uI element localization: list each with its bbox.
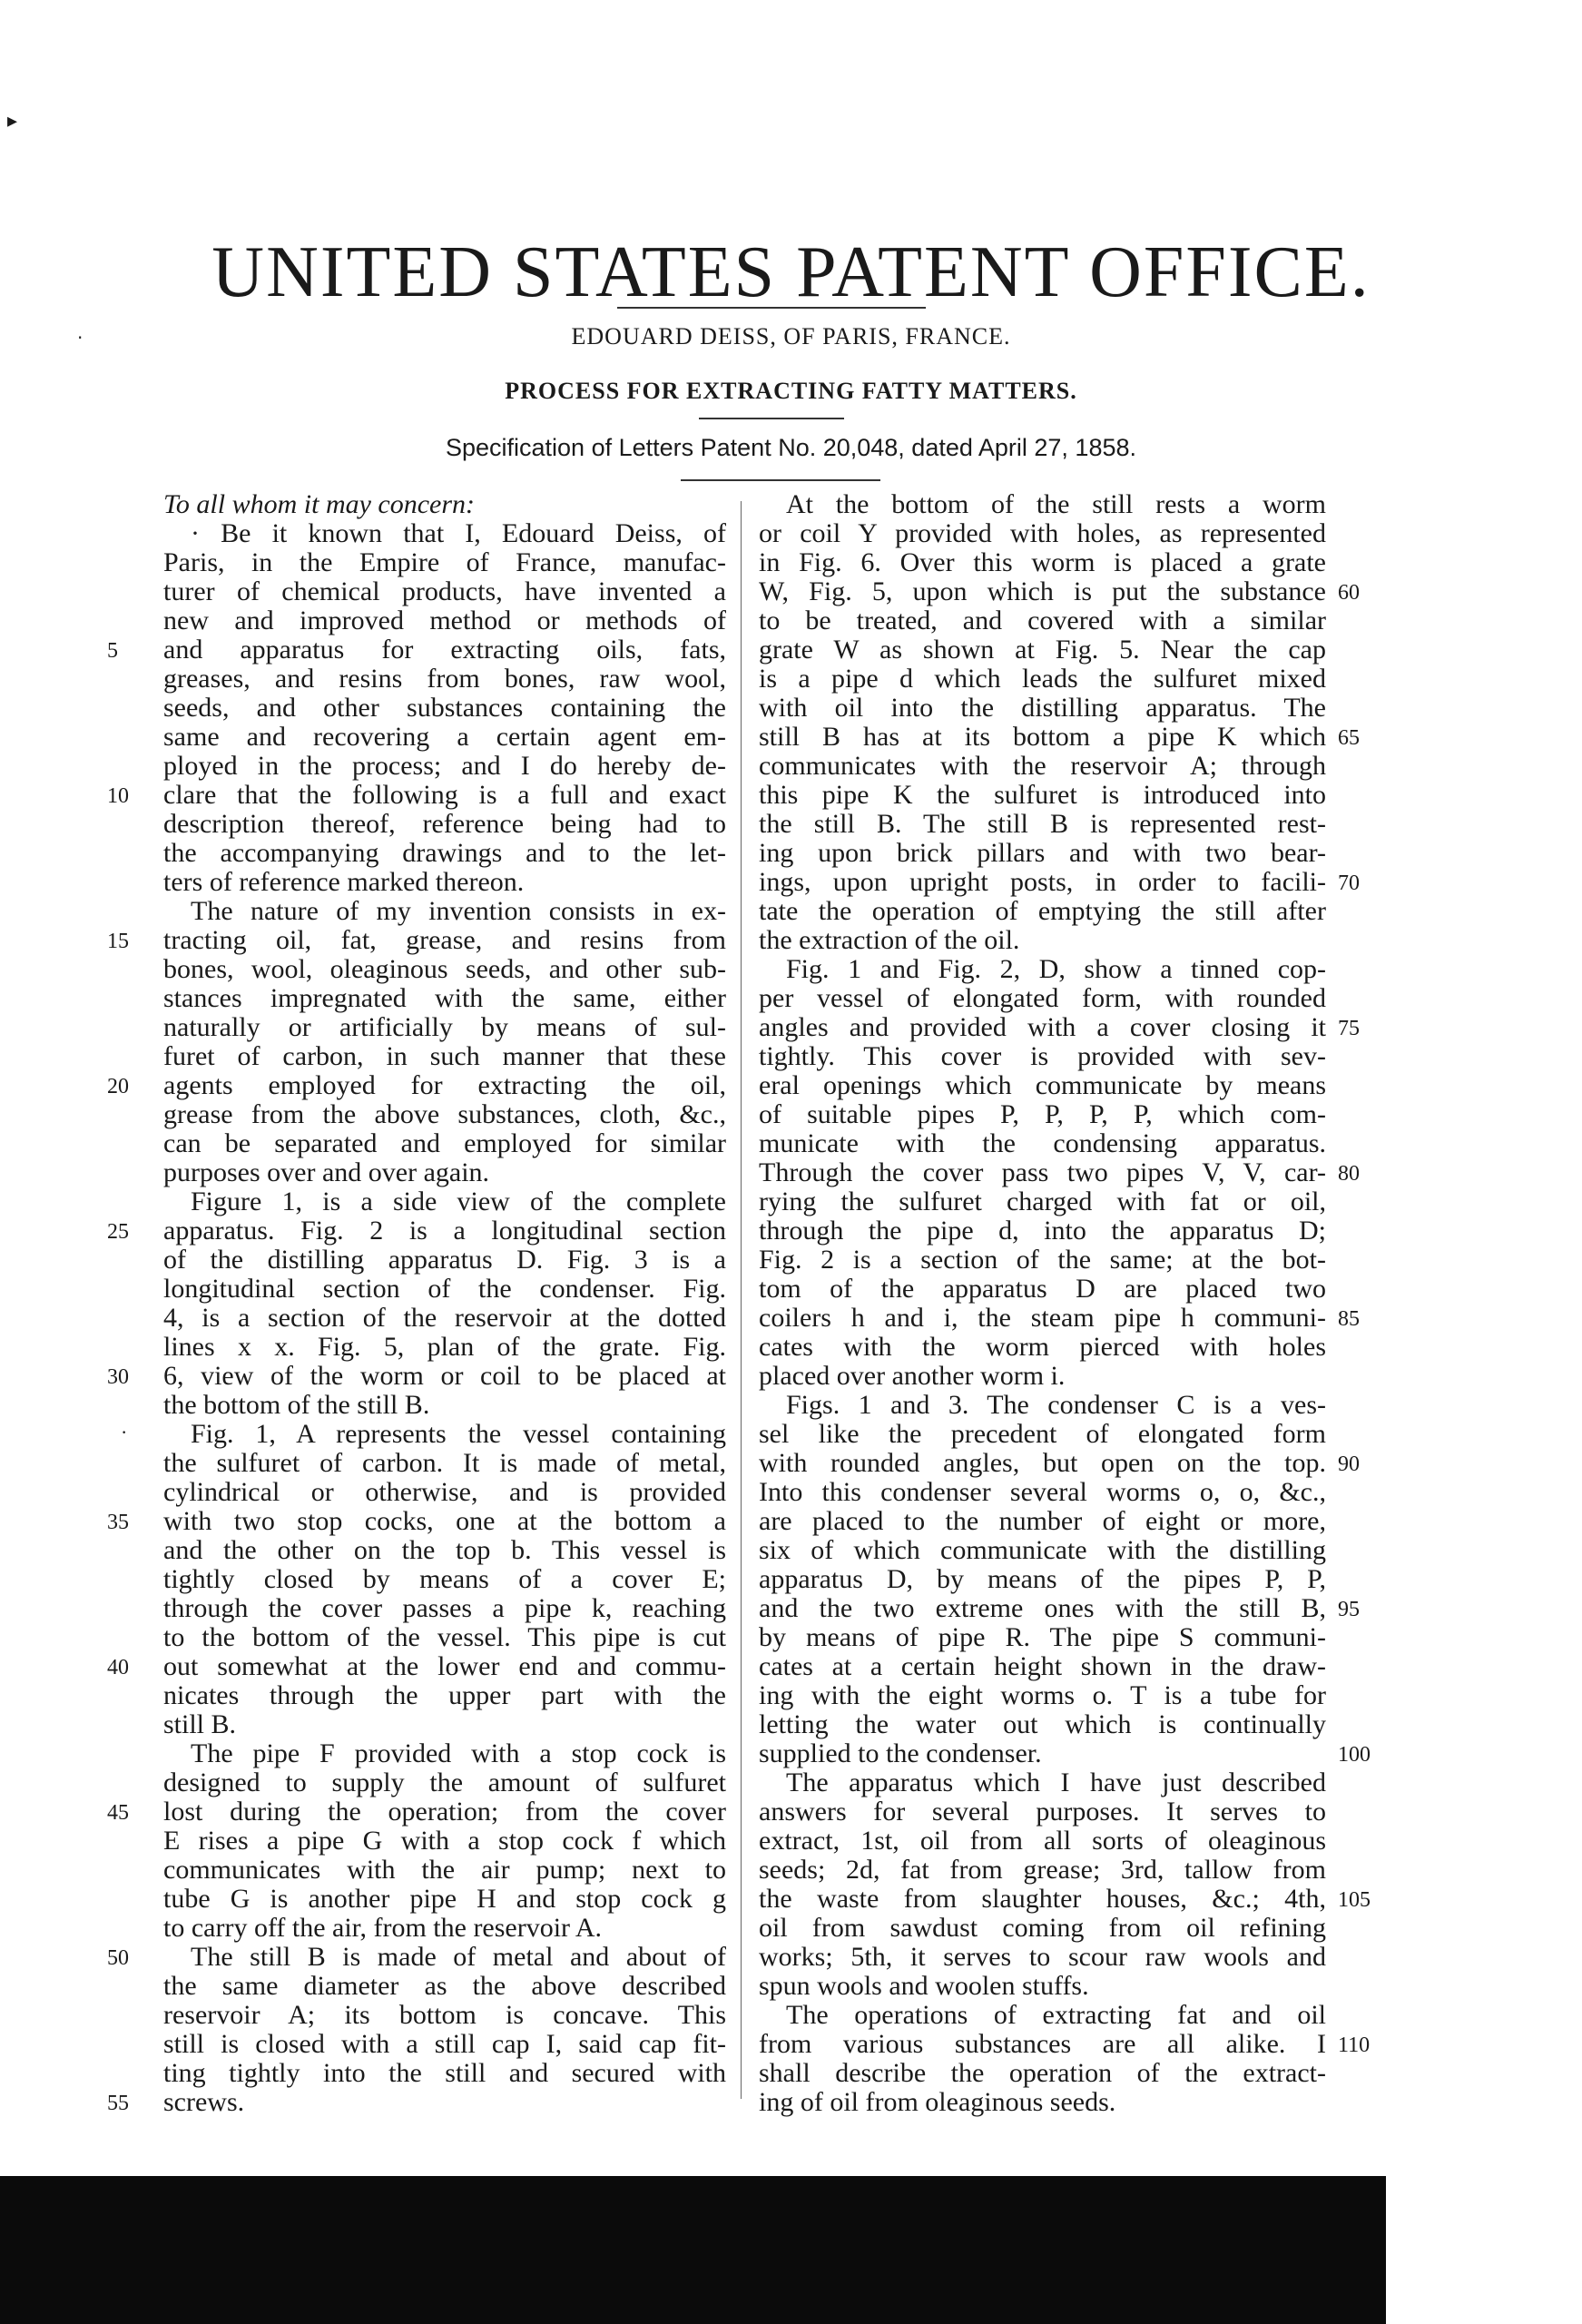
text-line: can be separated and employed for similar (163, 1129, 726, 1158)
text-line: the sulfuret of carbon. It is made of metal, (163, 1449, 726, 1478)
text-line: designed to supply the amount of sulfuret (163, 1768, 726, 1797)
line-number: 25 (107, 1220, 129, 1244)
text-line: ing upon brick pillars and with two bear- (759, 839, 1326, 868)
line-number: 95 (1338, 1598, 1360, 1621)
line-number: 35 (107, 1511, 129, 1534)
line-number: 40 (107, 1656, 129, 1679)
text-line: coilers h and i, the steam pipe h communi- (759, 1304, 1326, 1333)
text-line: the bottom of the still B. (163, 1391, 430, 1420)
text-line: through the cover passes a pipe k, reaching (163, 1594, 726, 1623)
text-line: supplied to the condenser. (759, 1739, 1042, 1768)
text-line: are placed to the number of eight or more, (759, 1507, 1326, 1536)
line-number: 60 (1338, 581, 1360, 605)
text-line: ting tightly into the still and secured with (163, 2059, 726, 2088)
margin-mark-left: ‧ (77, 329, 84, 349)
line-number: 30 (107, 1365, 129, 1389)
text-line: Through the cover pass two pipes V, V, car- (759, 1158, 1326, 1187)
text-line: · Be it known that I, Edouard Deiss, of (191, 519, 726, 548)
text-line: municate with the condensing apparatus. (759, 1129, 1326, 1158)
text-line: with two stop cocks, one at the bottom a (163, 1507, 726, 1536)
line-number: 75 (1338, 1017, 1360, 1040)
line-number: 70 (1338, 872, 1360, 895)
text-line: furet of carbon, in such manner that these (163, 1042, 726, 1071)
line-number: 100 (1338, 1743, 1371, 1767)
text-line: answers for several purposes. It serves to (759, 1797, 1326, 1827)
text-line: extract, 1st, oil from all sorts of oleaginous (759, 1827, 1326, 1856)
text-line: tracting oil, fat, grease, and resins from (163, 926, 726, 955)
text-line: ing with the eight worms o. T is a tube for (759, 1681, 1326, 1710)
spec-rule (681, 479, 880, 481)
text-line: The operations of extracting fat and oil (786, 2001, 1326, 2030)
invention-title: PROCESS FOR EXTRACTING FATTY MATTERS. (505, 378, 1077, 404)
line-number: 5 (107, 639, 118, 663)
text-line: angles and provided with a cover closing it (759, 1013, 1326, 1042)
text-line: grease from the above substances, cloth, &c., (163, 1100, 726, 1129)
text-line: The pipe F provided with a stop cock is (191, 1739, 726, 1768)
line-number: 20 (107, 1075, 129, 1098)
text-line: rying the sulfuret charged with fat or oil, (759, 1187, 1326, 1216)
text-line: oil from sawdust coming from oil refining (759, 1914, 1326, 1943)
text-line: and the two extreme ones with the still B, (759, 1594, 1326, 1623)
line-number: 90 (1338, 1452, 1360, 1476)
text-line: The nature of my invention consists in ex- (191, 897, 726, 926)
text-line: from various substances are all alike. I (759, 2030, 1326, 2059)
text-line: is a pipe d which leads the sulfuret mixed (759, 665, 1326, 694)
text-line: tate the operation of emptying the still after (759, 897, 1326, 926)
text-line: the same diameter as the above described (163, 1972, 726, 2001)
office-title: UNITED STATES PATENT OFFICE. (211, 232, 1371, 312)
text-line: lost during the operation; from the cover (163, 1797, 726, 1827)
text-line: stances impregnated with the same, either (163, 984, 726, 1013)
text-line: ployed in the process; and I do hereby de- (163, 752, 726, 781)
text-line: through the pipe d, into the apparatus D; (759, 1216, 1326, 1246)
text-line: or coil Y provided with holes, as represented (759, 519, 1326, 548)
text-line: longitudinal section of the condenser. Fig. (163, 1275, 726, 1304)
text-line: Fig. 2 is a section of the same; at the bot- (759, 1246, 1326, 1275)
title-rule (617, 307, 926, 309)
inventor-rule (699, 418, 844, 419)
text-line: placed over another worm i. (759, 1362, 1066, 1391)
text-line: of the distilling apparatus D. Fig. 3 is a (163, 1246, 726, 1275)
text-line: to the bottom of the vessel. This pipe is cut (163, 1623, 726, 1652)
line-number: 55 (107, 2092, 129, 2115)
line-number: 85 (1338, 1307, 1360, 1331)
text-line: per vessel of elongated form, with rounded (759, 984, 1326, 1013)
text-line: and apparatus for extracting oils, fats, (163, 635, 726, 665)
left-text-column (163, 490, 726, 2117)
text-line: cylindrical or otherwise, and is provided (163, 1478, 726, 1507)
text-line: sel like the precedent of elongated form (759, 1420, 1326, 1449)
specification-line: Specification of Letters Patent No. 20,048, dated April 27, 1858. (445, 434, 1136, 461)
text-line: apparatus. Fig. 2 is a longitudinal section (163, 1216, 726, 1246)
text-line: Into this condenser several worms o, o, &c., (759, 1478, 1326, 1507)
text-line: ing of oil from oleaginous seeds. (759, 2088, 1116, 2117)
margin-mark-dash: · (121, 1421, 128, 1443)
line-number: 10 (107, 784, 129, 808)
text-line: the still B. The still B is represented rest- (759, 810, 1326, 839)
text-line: still B has at its bottom a pipe K which (759, 723, 1326, 752)
text-line: the extraction of the oil. (759, 926, 1020, 955)
text-line: tightly. This cover is provided with sev- (759, 1042, 1326, 1071)
text-line: communicates with the reservoir A; through (759, 752, 1326, 781)
text-line: tube G is another pipe H and stop cock g (163, 1885, 726, 1914)
line-number: 65 (1338, 726, 1360, 750)
text-line: new and improved method or methods of (163, 606, 726, 635)
text-line: same and recovering a certain agent em- (163, 723, 726, 752)
text-line: to carry off the air, from the reservoir A. (163, 1914, 603, 1943)
text-line: bones, wool, oleaginous seeds, and other sub- (163, 955, 726, 984)
text-line: tightly closed by means of a cover E; (163, 1565, 726, 1594)
text-line: tom of the apparatus D are placed two (759, 1275, 1326, 1304)
text-line: The apparatus which I have just described (786, 1768, 1326, 1797)
text-line: to be treated, and covered with a similar (759, 606, 1326, 635)
text-line: out somewhat at the lower end and commu- (163, 1652, 726, 1681)
line-number: 110 (1338, 2034, 1371, 2057)
text-line: grate W as shown at Fig. 5. Near the cap (759, 635, 1326, 665)
margin-mark-top: ▸ (7, 109, 18, 132)
text-line: eral openings which communicate by means (759, 1071, 1326, 1100)
text-line: To all whom it may concern: (163, 490, 476, 519)
text-line: clare that the following is a full and exact (163, 781, 726, 810)
scan-footer-bar (0, 2176, 1386, 2324)
column-divider (741, 501, 742, 2099)
text-line: ters of reference marked thereon. (163, 868, 525, 897)
right-text-column (759, 490, 1326, 2117)
inventor-line: EDOUARD DEISS, OF PARIS, FRANCE. (571, 323, 1011, 350)
text-line: nicates through the upper part with the (163, 1681, 726, 1710)
text-line: lines x x. Fig. 5, plan of the grate. Fig. (163, 1333, 726, 1362)
text-line: seeds, and other substances containing the (163, 694, 726, 723)
text-line: The still B is made of metal and about of (191, 1943, 726, 1972)
text-line: the waste from slaughter houses, &c.; 4th, (759, 1885, 1326, 1914)
text-line: Fig. 1, A represents the vessel containing (191, 1420, 726, 1449)
text-line: shall describe the operation of the extract- (759, 2059, 1326, 2088)
line-number: 50 (107, 1946, 129, 1970)
text-line: with rounded angles, but open on the top. (759, 1449, 1326, 1478)
text-line: of suitable pipes P, P, P, P, which com- (759, 1100, 1326, 1129)
text-line: still is closed with a still cap I, said cap fit- (163, 2030, 726, 2059)
text-line: 6, view of the worm or coil to be placed at (163, 1362, 726, 1391)
text-line: apparatus D, by means of the pipes P, P, (759, 1565, 1326, 1594)
text-line: E rises a pipe G with a stop cock f which (163, 1827, 726, 1856)
text-line: agents employed for extracting the oil, (163, 1071, 726, 1100)
text-line: six of which communicate with the distilling (759, 1536, 1326, 1565)
text-line: Figs. 1 and 3. The condenser C is a ves- (786, 1391, 1326, 1420)
line-number: 105 (1338, 1888, 1371, 1912)
line-number: 45 (107, 1801, 129, 1825)
text-line: At the bottom of the still rests a worm (786, 490, 1326, 519)
text-line: cates at a certain height shown in the draw- (759, 1652, 1326, 1681)
text-line: Fig. 1 and Fig. 2, D, show a tinned cop- (786, 955, 1326, 984)
text-line: cates with the worm pierced with holes (759, 1333, 1326, 1362)
text-line: reservoir A; its bottom is concave. This (163, 2001, 726, 2030)
text-line: Paris, in the Empire of France, manufac- (163, 548, 726, 577)
line-number: 15 (107, 930, 129, 953)
text-line: still B. (163, 1710, 237, 1739)
text-line: description thereof, reference being had to (163, 810, 726, 839)
line-number: 80 (1338, 1162, 1360, 1186)
text-line: by means of pipe R. The pipe S communi- (759, 1623, 1326, 1652)
text-line: screws. (163, 2088, 245, 2117)
text-line: W, Fig. 5, upon which is put the substance (759, 577, 1326, 606)
text-line: purposes over and over again. (163, 1158, 490, 1187)
text-line: seeds; 2d, fat from grease; 3rd, tallow from (759, 1856, 1326, 1885)
text-line: and the other on the top b. This vessel is (163, 1536, 726, 1565)
text-line: letting the water out which is continually (759, 1710, 1326, 1739)
text-line: in Fig. 6. Over this worm is placed a grate (759, 548, 1326, 577)
text-line: turer of chemical products, have invented a (163, 577, 726, 606)
text-line: ings, upon upright posts, in order to facili- (759, 868, 1326, 897)
text-line: Figure 1, is a side view of the complete (191, 1187, 726, 1216)
text-line: the accompanying drawings and to the let- (163, 839, 726, 868)
text-line: works; 5th, it serves to scour raw wools and (759, 1943, 1326, 1972)
text-line: this pipe K the sulfuret is introduced into (759, 781, 1326, 810)
text-line: spun wools and woolen stuffs. (759, 1972, 1089, 2001)
text-line: greases, and resins from bones, raw wool, (163, 665, 726, 694)
text-line: communicates with the air pump; next to (163, 1856, 726, 1885)
text-line: naturally or artificially by means of sul- (163, 1013, 726, 1042)
text-line: with oil into the distilling apparatus. The (759, 694, 1326, 723)
text-line: 4, is a section of the reservoir at the dotted (163, 1304, 726, 1333)
